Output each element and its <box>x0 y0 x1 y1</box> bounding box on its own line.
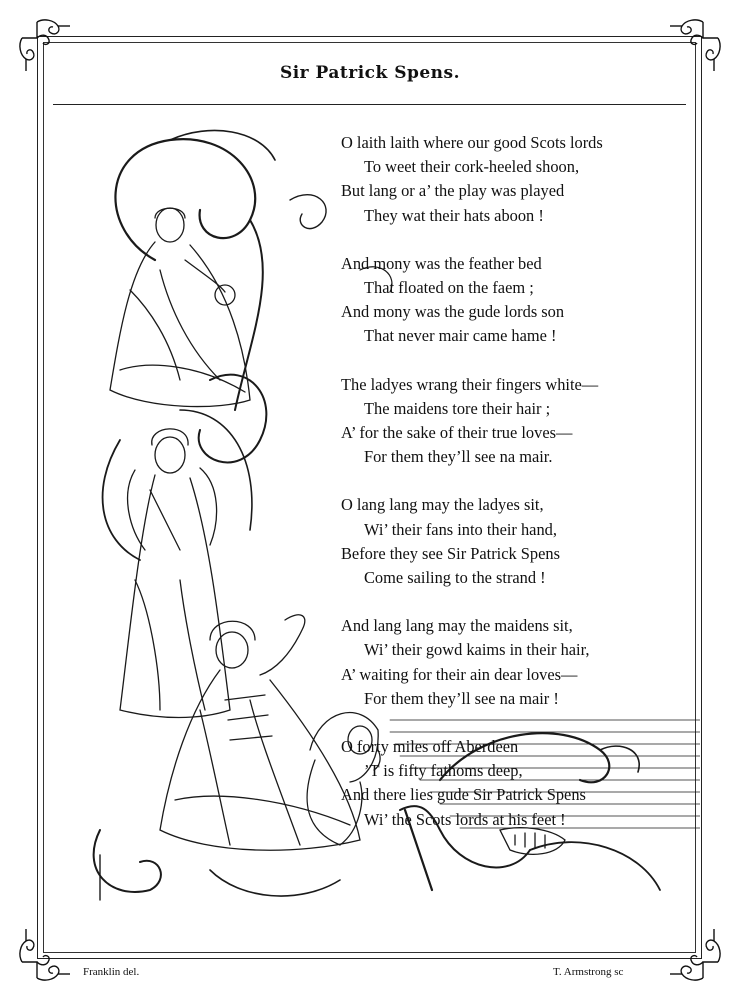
poem-line: A’ waiting for their ain dear loves— <box>341 664 578 684</box>
poem-line: A’ for the sake of their true loves— <box>341 423 573 443</box>
artist-credit: Franklin del. <box>83 966 140 978</box>
corner-ornament <box>668 928 726 986</box>
poem-line: Before they see Sir Patrick Spens <box>341 543 560 563</box>
poem-line: The maidens tore their hair ; <box>364 398 551 418</box>
poem-line: And lang lang may the maidens sit, <box>341 616 573 636</box>
stanza <box>341 252 681 349</box>
poem-line: O laith laith where our good Scots lords <box>341 133 603 152</box>
stanza <box>341 373 681 470</box>
poem-line: They wat their hats aboon ! <box>364 205 544 225</box>
poem-line: For them they’ll see na mair. <box>364 447 553 467</box>
poem-line: For them they’ll see na mair ! <box>364 688 559 708</box>
poem-line: Wi’ their gowd kaims in their hair, <box>364 640 590 660</box>
poem-line: Wi’ the Scots lords at his feet ! <box>364 809 566 829</box>
poem-line: Come sailing to the strand ! <box>364 568 546 588</box>
poem-line: ’T is fifty fathoms deep, <box>364 761 523 781</box>
poem-line: Wi’ their fans into their hand, <box>364 519 557 539</box>
poem-line: And there lies gude Sir Patrick Spens <box>341 785 586 805</box>
poem-line: That floated on the faem ; <box>364 278 534 298</box>
poem-line: To weet their cork-heeled shoon, <box>364 157 580 177</box>
engraver-credit: T. Armstrong sc <box>553 966 624 978</box>
poem-line: And mony was the gude lords son <box>341 302 565 322</box>
stanza <box>341 735 681 832</box>
poem-line: O lang lang may the ladyes sit, <box>341 495 544 515</box>
poem-line: That never mair came hame ! <box>364 326 557 346</box>
title-rule <box>53 104 686 105</box>
corner-ornament <box>14 928 72 986</box>
stanza <box>341 493 681 590</box>
stanza <box>341 131 681 228</box>
poem-text <box>341 131 681 856</box>
page-title: Sir Patrick Spens. <box>279 63 461 83</box>
poem-line: O forty miles off Aberdeen <box>341 737 519 757</box>
stanza <box>341 614 681 711</box>
poem-line: But lang or a’ the play was played <box>341 181 565 201</box>
poem-line: And mony was the feather bed <box>341 253 542 273</box>
poem-line: The ladyes wrang their fingers white— <box>341 374 599 394</box>
